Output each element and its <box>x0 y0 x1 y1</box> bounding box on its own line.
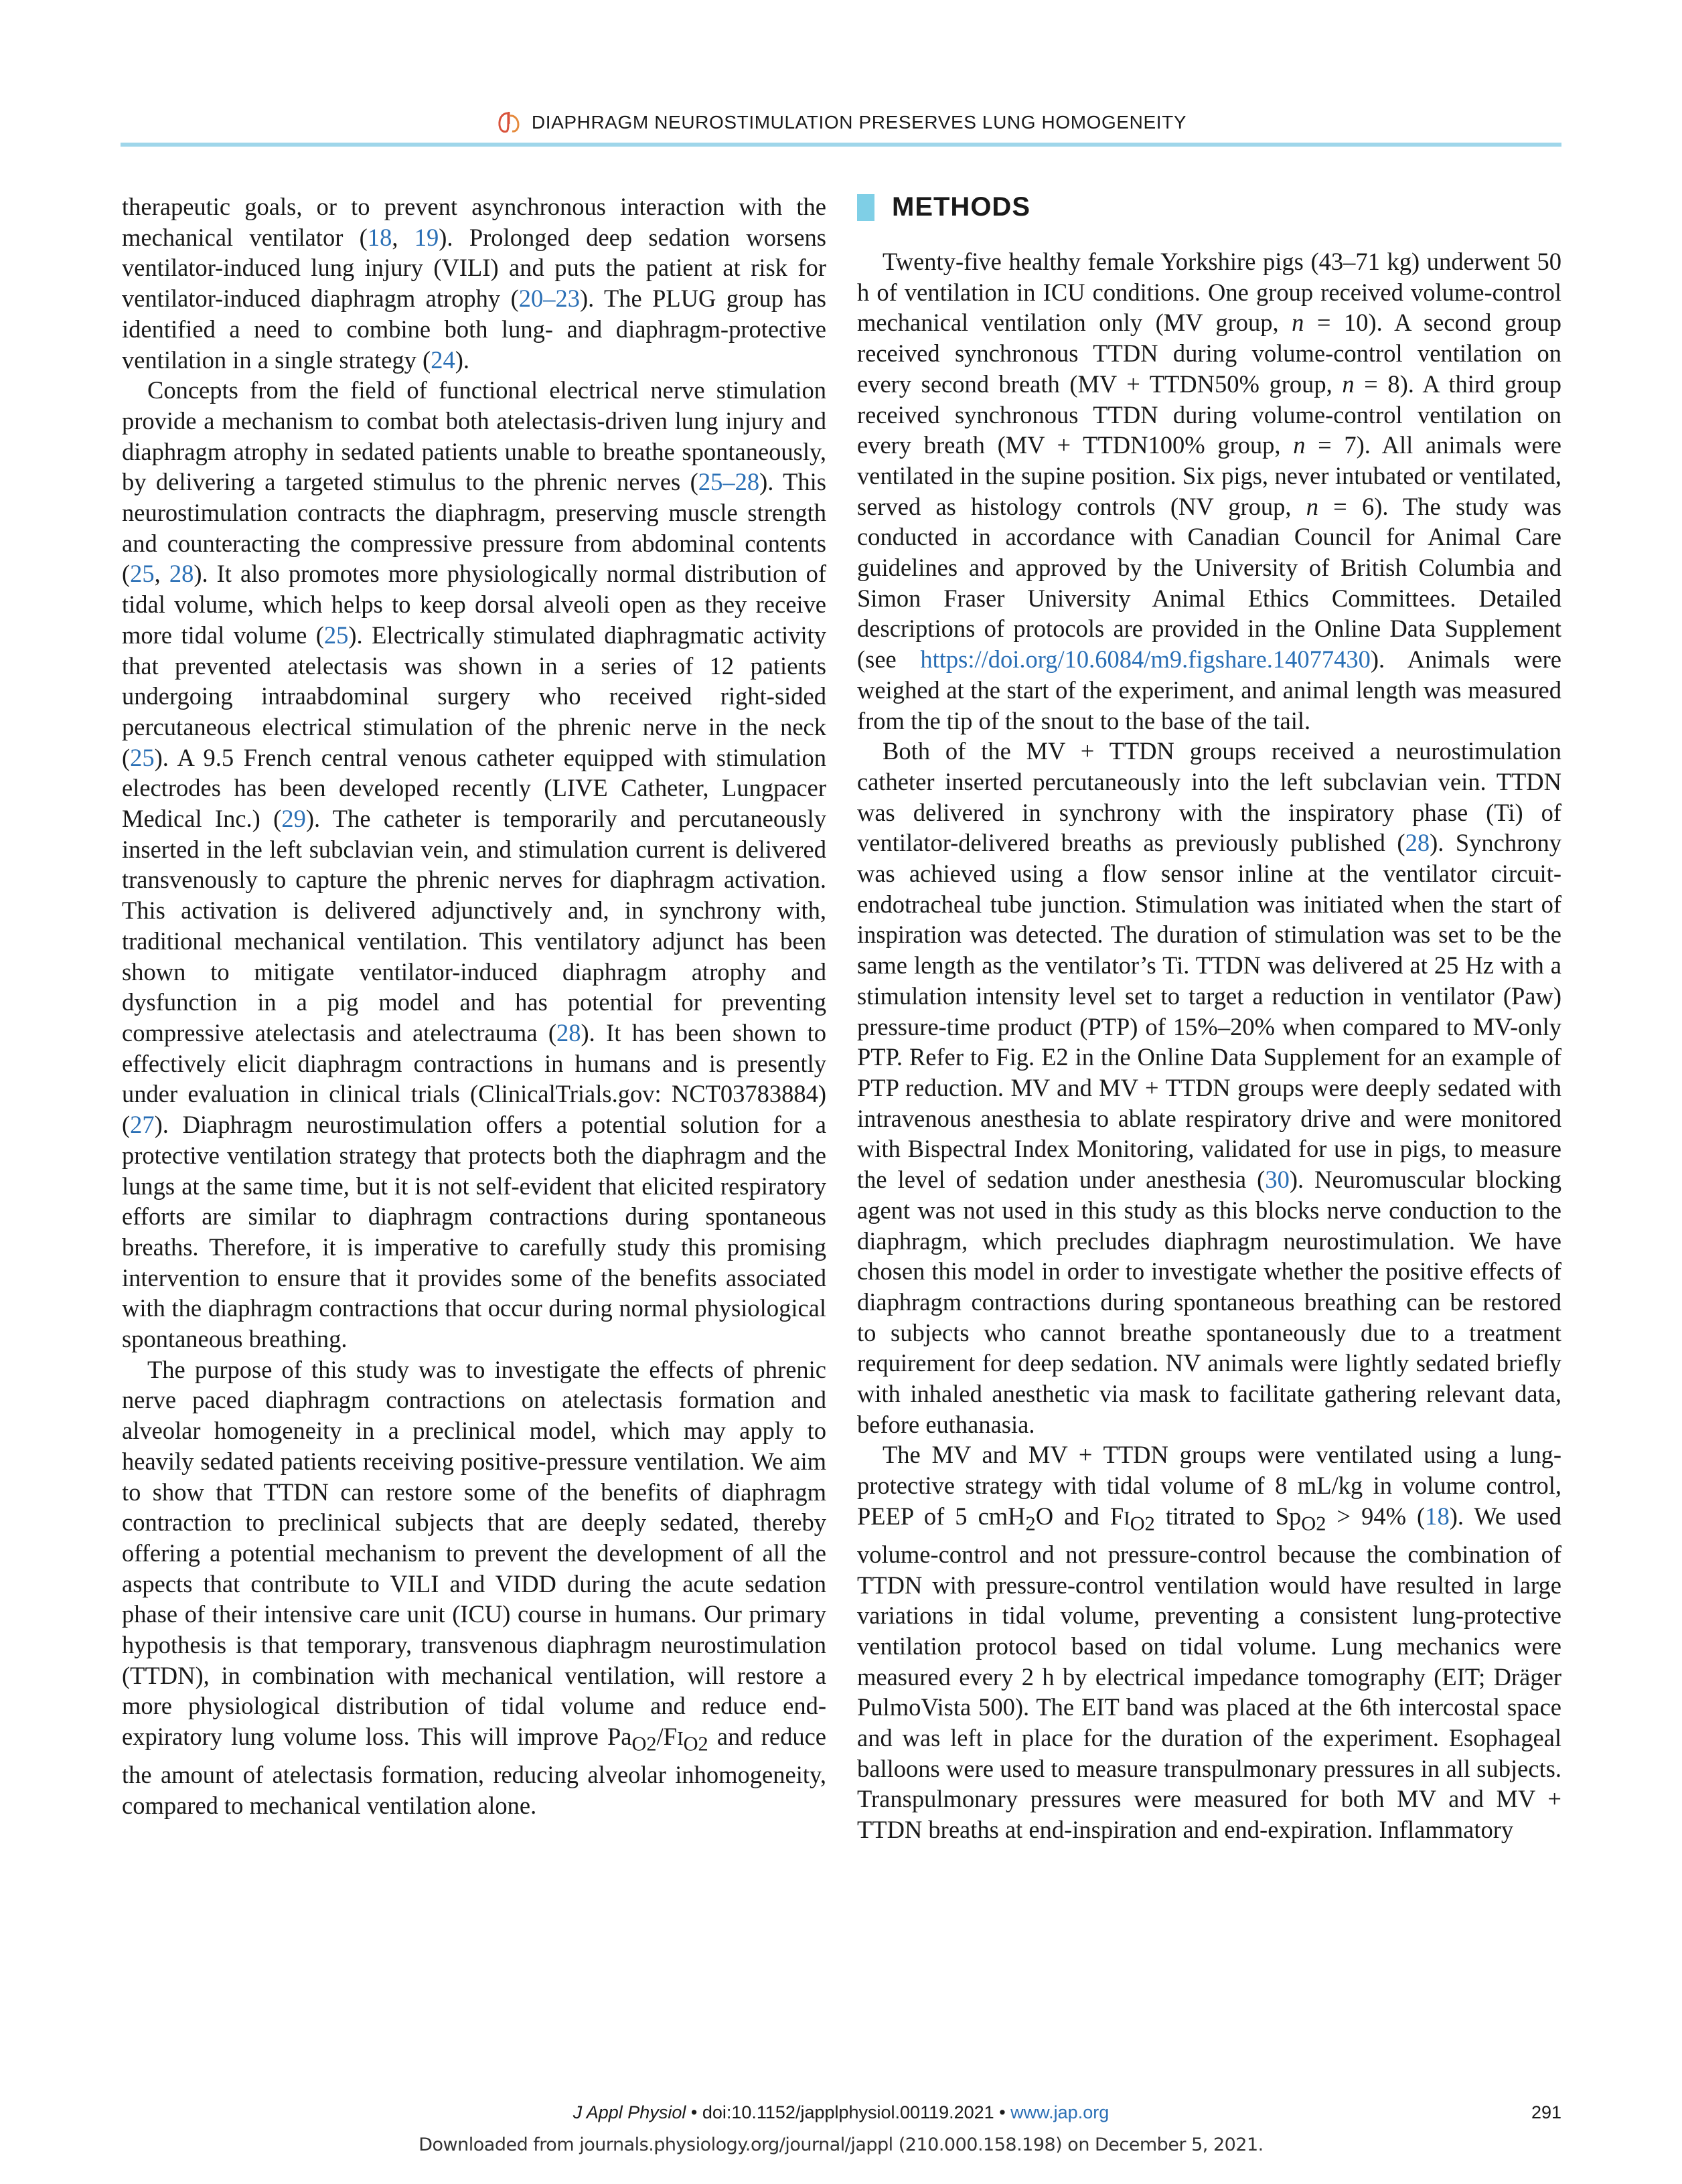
citation-link[interactable]: 18 <box>1425 1502 1450 1530</box>
running-title: DIAPHRAGM NEUROSTIMULATION PRESERVES LUNG HOMOGENEITY <box>531 112 1187 133</box>
paragraph: therapeutic goals, or to prevent asynchronous interaction with the mechanical ventilator (18, 19). Prolonged deep sedation worsens ventilator-induced lung injury (VILI) and puts the patient at risk for ventilator-induced diaphragm atrophy (20–23). The PLUG group has identified a need to combine both lung- and diaphragm-protective ventilation in a single strategy (24). <box>122 193 826 374</box>
citation-link[interactable]: 28 <box>1405 829 1430 857</box>
doi: doi:10.1152/japplphysiol.00119.2021 <box>702 2102 994 2122</box>
citation-link[interactable]: 28 <box>169 560 194 588</box>
paragraph: The purpose of this study was to investigate the effects of phrenic nerve paced diaphragm contractions on atelectasis formation and alveolar homogeneity in a preclinical model, which may apply to heavily sedated patients receiving positive-pressure ventilation. We aim to show that TTDN can restore some of the benefits of diaphragm contraction to preclinical subjects that are deeply sedated, thereby offering a potential mechanism to prevent the development of all the aspects that contribute to VILI and VIDD during the acute sedation phase of their intensive care unit (ICU) course in humans. Our primary hypothesis is that temporary, transvenous diaphragm neurostimulation (TTDN), in combination with mechanical ventilation, will restore a more physiological distribution of tidal volume and reduce end-expiratory lung volume loss. This will improve $Pa_{O2}/FI_{O2}$ and reduce the amount of atelectasis formation, reducing alveolar inhomogeneity, compared to mechanical ventilation alone. <box>122 1355 826 1819</box>
lungs-logo-icon <box>495 109 522 136</box>
running-header <box>0 107 1682 138</box>
journal-url-link[interactable]: www.jap.org <box>1010 2102 1110 2122</box>
section-marker <box>857 194 874 221</box>
supplement-link[interactable]: https://doi.org/10.6084/m9.figshare.14077430 <box>920 645 1371 674</box>
journal-name: J Appl Physiol <box>572 2102 686 2122</box>
citation-link[interactable]: 30 <box>1265 1166 1290 1194</box>
citation-link[interactable]: 25 <box>130 560 155 588</box>
download-notice: Downloaded from journals.physiology.org/journal/jappl (210.000.158.198) on December 5, 2021. <box>418 2134 1264 2155</box>
citation-link[interactable]: 19 <box>414 223 439 251</box>
citation-link[interactable]: 25–28 <box>698 468 760 496</box>
paragraph: Both of the MV + TTDN groups received a neurostimulation catheter inserted percutaneously into the left subclavian vein. TTDN was delivered in synchrony with the inspiratory phase (Ti) of ventilator-delivered breaths as previously published (28). Synchrony was achieved using a flow sensor inline at the ventilator circuit-endotracheal tube junction. Stimulation was initiated when the start of inspiration was detected. The duration of stimulation was set to be the same length as the ventilator’s Ti. TTDN was delivered at 25 Hz with a stimulation intensity level set to target a reduction in ventilator (Paw) pressure-time product (PTP) of 15%–20% when compared to MV-only PTP. Refer to Fig. E2 in the Online Data Supplement for an example of PTP reduction. MV and MV + TTDN groups were deeply sedated with intravenous anesthesia to ablate respiratory drive and were monitored with Bispectral Index Monitoring, validated for use in pigs, to measure the level of sedation under anesthesia (30). Neuromuscular blocking agent was not used in this study as this blocks nerve conduction to the diaphragm, which precludes diaphragm neurostimulation. We have chosen this model in order to investigate whether the positive effects of diaphragm contractions during spontaneous breathing can be restored to subjects who cannot breathe spontaneously due to a treatment requirement for deep sedation. NV animals were lightly sedated briefly with inhaled anesthetic via mask to facilitate gathering relevant data, before euthanasia. <box>857 737 1561 1438</box>
citation-link[interactable]: 25 <box>323 621 349 649</box>
paragraph: Concepts from the field of functional electrical nerve stimulation provide a mechanism to combat both atelectasis-driven lung injury and diaphragm atrophy in sedated patients unable to breathe spontaneously, by delivering a targeted stimulus to the phrenic nerves (25–28). This neurostimulation contracts the diaphragm, preserving muscle strength and counteracting the compressive pressure from abdominal contents (25, 28). It also promotes more physiologically normal distribution of tidal volume, which helps to keep dorsal alveoli open as they receive more tidal volume (25). Electrically stimulated diaphragmatic activity that prevented atelectasis was shown in a series of 12 patients undergoing intraabdominal surgery who received right-sided percutaneous electrical stimulation of the phrenic nerve in the neck (25). A 9.5 French central venous catheter equipped with stimulation electrodes has been developed recently (LIVE Catheter, Lungpacer Medical Inc.) (29). The catheter is temporarily and percutaneously inserted in the left subclavian vein, and stimulation current is delivered transvenously to capture the phrenic nerves for diaphragm activation. This activation is delivered adjunctively and, in synchrony with, traditional mechanical ventilation. This ventilatory adjunct has been shown to mitigate ventilator-induced diaphragm atrophy and dysfunction in a pig model and has potential for preventing compressive atelectasis and atelectrauma (28). It has been shown to effectively elicit diaphragm contractions in humans and is presently under evaluation in clinical trials (ClinicalTrials.gov: NCT03783884) (27). Diaphragm neurostimulation offers a potential solution for a protective ventilation strategy that protects both the diaphragm and the lungs at the same time, but it is not self-evident that elicited respiratory efforts are similar to diaphragm contractions during spontaneous breaths. Therefore, it is imperative to carefully study this promising intervention to ensure that it provides some of the benefits associated with the diaphragm contractions that occur during normal physiological spontaneous breathing. <box>122 376 827 1353</box>
left-column <box>122 191 826 1821</box>
citation-link[interactable]: 24 <box>431 345 455 374</box>
section-heading <box>857 191 1561 224</box>
page-footer: J Appl Physiol • doi:10.1152/japplphysiol.00119.2021 • www.jap.org <box>572 2102 1110 2122</box>
paragraph: The MV and MV + TTDN groups were ventilated using a lung-protective strategy with tidal volume of 8 mL/kg in volume control, PEEP of 5 cmH$_2$O and $FI_{O2}$ titrated to $Sp_{O2} > 94\%$ (18). We used volume-control and not pressure-control because the combination of TTDN with pressure-control ventilation would have resulted in large variations in tidal volume, preventing a consistent lung-protective ventilation protocol based on tidal volume. Lung mechanics were measured every 2 h by electrical impedance tomography (EIT; Dräger PulmoVista 500). The EIT band was placed at the 6th intercostal space and was left in place for the duration of the experiment. Esophageal balloons were used to measure transpulmonary pressures in all subjects. Transpulmonary pressures were measured for both MV and MV + TTDN breaths at end-inspiration and end-expiration. Inflammatory <box>857 1441 1562 1844</box>
citation-link[interactable]: 28 <box>556 1018 581 1046</box>
header-rule <box>121 143 1561 147</box>
citation-link[interactable]: 29 <box>281 805 306 833</box>
citation-link[interactable]: 20–23 <box>518 285 580 313</box>
citation-link[interactable]: 27 <box>130 1111 155 1139</box>
citation-link[interactable]: 18 <box>367 223 392 251</box>
paragraph: Twenty-five healthy female Yorkshire pigs (43–71 kg) underwent 50 h of ventilation in ICU conditions. One group received volume-control mechanical ventilation only (MV group, n = 10). A second group received synchronous TTDN during volume-control ventilation on every second breath (MV + TTDN50% group, n = 8). A third group received synchronous TTDN during volume-control ventilation on every breath (MV + TTDN100% group, n = 7). All animals were ventilated in the supine position. Six pigs, never intubated or ventilated, served as histology controls (NV group, n = 6). The study was conducted in accordance with Canadian Council for Animal Care guidelines and approved by the University of British Columbia and Simon Fraser University Animal Ethics Committees. Detailed descriptions of protocols are provided in the Online Data Supplement (see https://doi.org/10.6084/m9.figshare.14077430). Animals were weighed at the start of the experiment, and animal length was measured from the tip of the snout to the base of the tail. <box>857 248 1561 734</box>
citation-link[interactable]: 25 <box>130 743 155 771</box>
right-column <box>857 191 1561 1845</box>
page-number: 291 <box>1531 2102 1561 2122</box>
section-title: METHODS <box>892 192 1030 222</box>
